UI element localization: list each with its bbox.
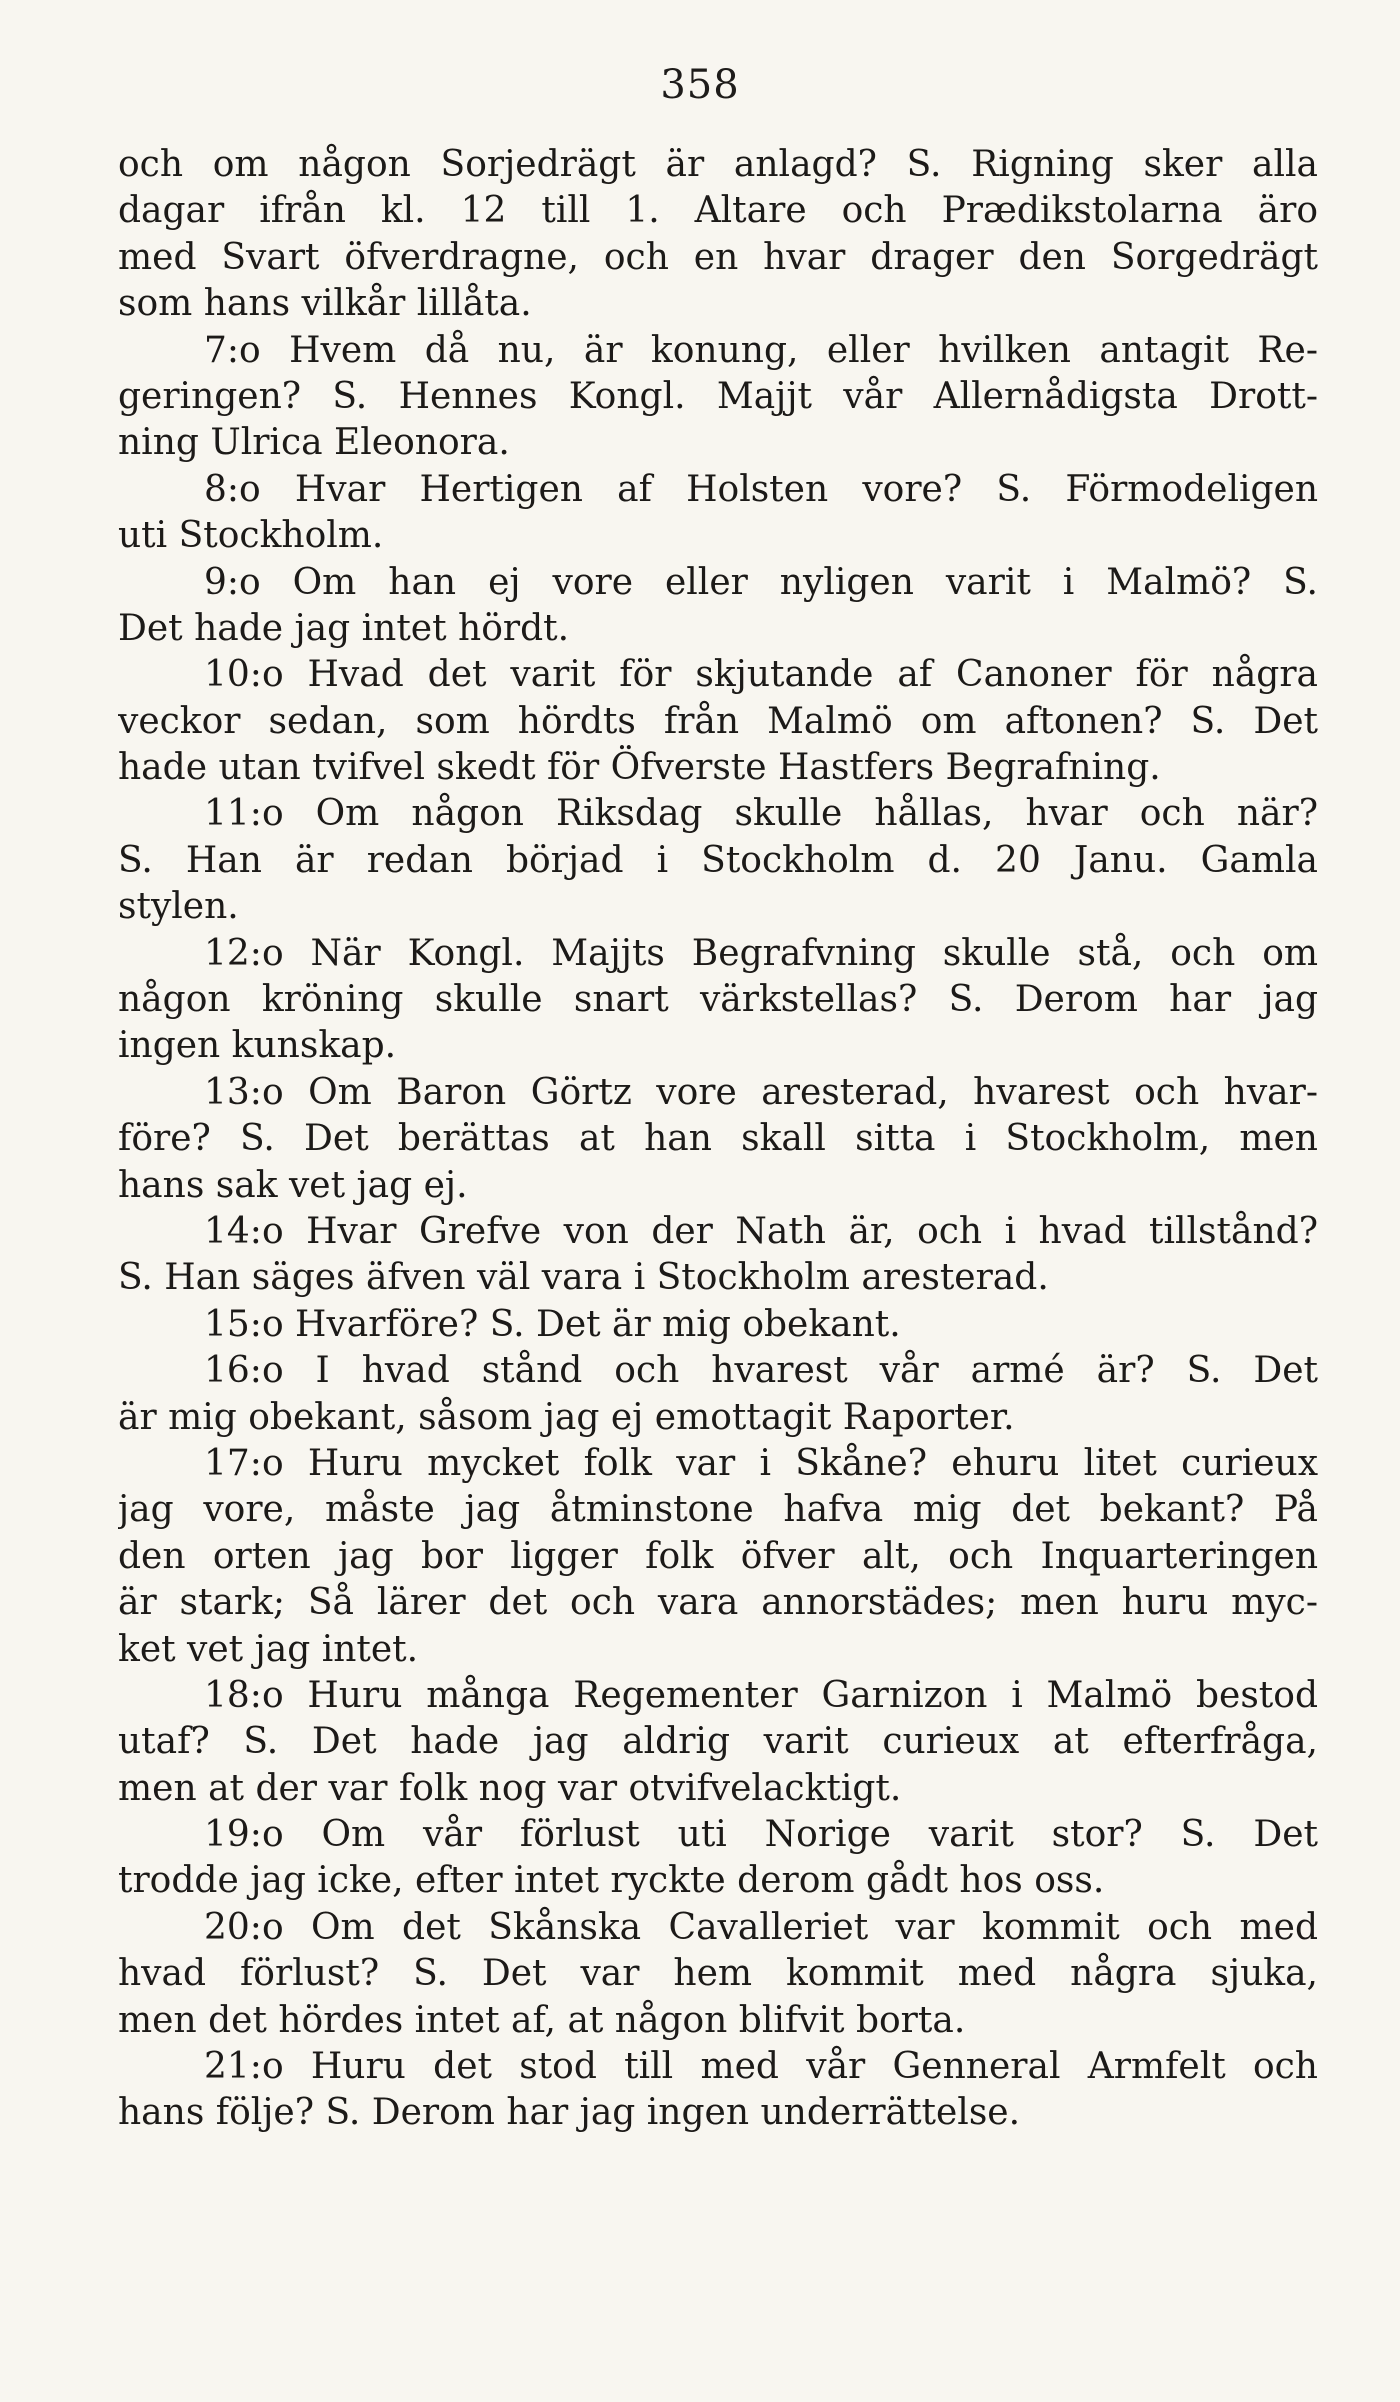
text-line: är stark; Så lärer det och vara annorstädes; men huru myc-	[118, 1582, 1318, 1624]
text-line: 10:o Hvad det varit för skjutande af Canoner för några	[204, 654, 1318, 696]
text-line: och om någon Sorjedrägt är anlagd? S. Rigning sker alla	[118, 144, 1318, 185]
text-line: 14:o Hvar Grefve von der Nath är, och i hvad tillstånd?	[204, 1210, 1318, 1252]
text-line: hvad förlust? S. Det var hem kommit med några sjuka,	[118, 1953, 1318, 1995]
text-line: den orten jag bor ligger folk öfver alt, och Inquarteringen	[118, 1535, 1318, 1577]
text-line: som hans vilkår lillåta.	[118, 283, 532, 325]
text-line: någon kröning skulle snart värkstellas? S. Derom har jag	[118, 979, 1318, 1021]
body-text	[118, 142, 1318, 2137]
text-line: 21:o Huru det stod till med vår Genneral Armfelt och	[204, 2046, 1318, 2088]
text-line: ket vet jag intet.	[118, 1628, 419, 1670]
text-line: 16:o I hvad stånd och hvarest vår armé är? S. Det	[204, 1350, 1318, 1392]
text-line: stylen.	[118, 886, 239, 928]
text-line: 11:o Om någon Riksdag skulle hållas, hvar och när?	[204, 793, 1318, 835]
text-line: 7:o Hvem då nu, är konung, eller hvilken antagit Re-	[204, 329, 1318, 371]
text-line: men at der var folk nog var otvifvelacktigt.	[118, 1767, 902, 1809]
text-line: 12:o När Kongl. Majjts Begrafvning skulle stå, och om	[204, 932, 1318, 974]
text-line: ingen kunskap.	[118, 1025, 397, 1067]
text-line: S. Han är redan börjad i Stockholm d. 20 Janu. Gamla	[118, 839, 1318, 881]
page-number: 358	[660, 62, 740, 108]
text-line: hans sak vet jag ej.	[118, 1164, 468, 1206]
text-line: är mig obekant, såsom jag ej emottagit Raporter.	[118, 1396, 1015, 1438]
text-line: uti Stockholm.	[118, 515, 384, 557]
text-line: hade utan tvifvel skedt för Öfverste Hastfers Begrafning.	[118, 747, 1161, 789]
text-line: med Svart öfverdragne, och en hvar drager den Sorgedrägt	[118, 236, 1318, 278]
text-line: trodde jag icke, efter intet ryckte derom gådt hos oss.	[118, 1860, 1105, 1902]
text-line: 8:o Hvar Hertigen af Holsten vore? S. Förmodeligen	[204, 468, 1318, 510]
text-line: 18:o Huru många Regementer Garnizon i Malmö bestod	[204, 1674, 1318, 1716]
text-line: före? S. Det berättas at han skall sitta i Stockholm, men	[118, 1118, 1318, 1160]
text-line: jag vore, måste jag åtminstone hafva mig det bekant? På	[118, 1489, 1318, 1531]
text-line: hans följe? S. Derom har jag ingen underrättelse.	[118, 2092, 1021, 2134]
text-line: ning Ulrica Eleonora.	[118, 422, 510, 464]
text-line: utaf? S. Det hade jag aldrig varit curieux at efterfråga,	[118, 1721, 1318, 1763]
text-line: Det hade jag intet hördt.	[118, 607, 570, 649]
text-line: geringen? S. Hennes Kongl. Majjt vår Allernådigsta Drott-	[118, 375, 1318, 417]
text-line: dagar ifrån kl. 12 till 1. Altare och Prædikstolarna äro	[118, 190, 1318, 232]
text-line: men det hördes intet af, at någon blifvit borta.	[118, 1999, 966, 2041]
text-line: 19:o Om vår förlust uti Norige varit stor? S. Det	[204, 1814, 1318, 1856]
text-line: S. Han säges äfven väl vara i Stockholm aresterad.	[118, 1257, 1049, 1299]
text-line: 13:o Om Baron Görtz vore aresterad, hvarest och hvar-	[204, 1071, 1318, 1113]
text-line: 9:o Om han ej vore eller nyligen varit i Malmö? S.	[204, 561, 1318, 603]
text-line: 15:o Hvarföre? S. Det är mig obekant.	[204, 1303, 901, 1345]
text-line: veckor sedan, som hördts från Malmö om aftonen? S. Det	[118, 700, 1318, 742]
text-line: 20:o Om det Skånska Cavalleriet var kommit och med	[204, 1906, 1318, 1948]
text-line: 17:o Huru mycket folk var i Skåne? ehuru litet curieux	[204, 1442, 1318, 1484]
